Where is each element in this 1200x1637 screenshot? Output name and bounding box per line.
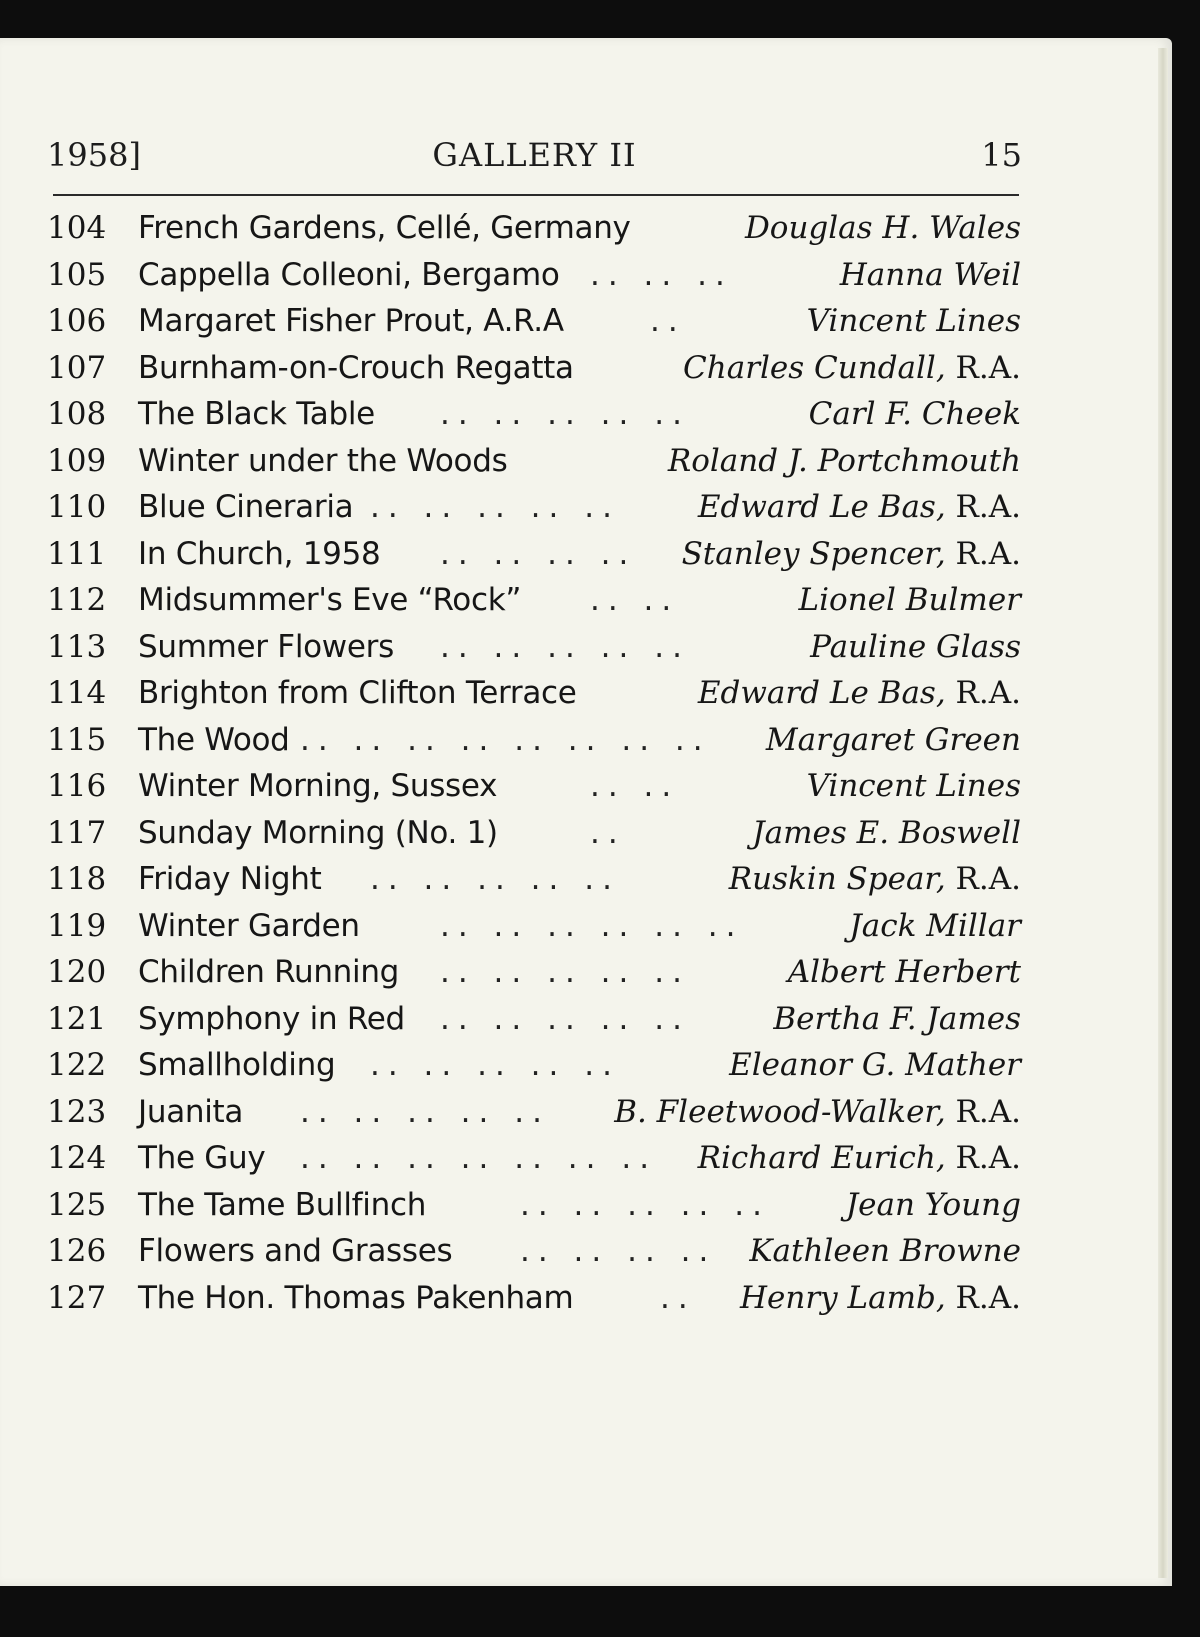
entry-title: Brighton from Clifton Terrace — [138, 675, 577, 711]
entry-artist — [788, 949, 1021, 995]
entry-number: 111 — [47, 535, 107, 572]
artist-name: Jean Young — [845, 1186, 1021, 1223]
artist-name: James E. Boswell — [752, 814, 1021, 851]
entry-number: 114 — [47, 675, 107, 711]
entry-artist — [807, 763, 1021, 809]
artist-name: Eleanor G. Mather — [729, 1047, 1021, 1083]
entry-title: Sunday Morning (No. 1) — [138, 814, 498, 851]
entry-artist — [810, 624, 1021, 670]
dot-leader: .. .. .. .. .. — [440, 396, 690, 432]
entry-number: 104 — [47, 210, 107, 246]
entry-artist — [752, 810, 1021, 856]
dot-leader: .. .. — [590, 768, 680, 804]
catalogue-entry — [0, 391, 1172, 437]
artist-honour: R.A. — [945, 535, 1021, 572]
dot-leader: .. .. .. .. .. .. .. .. — [300, 721, 711, 758]
artist-name: Hanna Weil — [839, 256, 1021, 293]
entry-number: 124 — [47, 1140, 107, 1176]
artist-honour: R.A. — [945, 349, 1021, 386]
entry-artist — [729, 1042, 1021, 1088]
entry-title: Flowers and Grasses — [138, 1233, 453, 1269]
catalogue-entry — [0, 810, 1172, 856]
entry-title: Margaret Fisher Prout, A.R.A — [138, 303, 564, 339]
entry-artist — [698, 484, 1021, 530]
artist-name: Margaret Green — [765, 721, 1021, 758]
entry-artist — [745, 205, 1021, 251]
entry-number: 109 — [47, 442, 107, 479]
header-title: GALLERY II — [432, 136, 637, 174]
entry-artist — [807, 298, 1021, 344]
entry-artist — [846, 1182, 1021, 1228]
entry-artist — [683, 345, 1021, 391]
header-rule — [53, 194, 1019, 196]
entry-number: 116 — [47, 768, 107, 804]
dot-leader: .. .. .. .. — [440, 535, 637, 572]
entry-number: 127 — [47, 1279, 107, 1316]
artist-name: Albert Herbert — [787, 954, 1021, 990]
entry-title: Burnham-on-Crouch Regatta — [138, 349, 574, 386]
dot-leader: .. .. .. .. .. — [520, 1186, 770, 1223]
artist-name: B. Fleetwood-Walker, — [614, 1093, 946, 1130]
artist-name: Edward Le Bas, — [697, 675, 946, 711]
entry-number: 118 — [47, 861, 107, 897]
entry-title: The Hon. Thomas Pakenham — [138, 1279, 574, 1316]
artist-name: Edward Le Bas, — [697, 489, 946, 525]
entry-title: Blue Cineraria — [138, 489, 354, 525]
dot-leader: .. .. .. .. .. .. — [440, 907, 744, 944]
catalogue-entry — [0, 763, 1172, 809]
artist-name: Richard Eurich, — [697, 1140, 946, 1176]
dot-leader: .. .. .. .. .. — [370, 489, 620, 525]
artist-name: Bertha F. James — [773, 1000, 1021, 1037]
running-header — [47, 136, 1022, 180]
dot-leader: .. .. .. .. .. — [440, 628, 690, 665]
catalogue-entry — [0, 856, 1172, 902]
catalogue-entry — [0, 1135, 1172, 1181]
entry-artist — [840, 252, 1021, 298]
entry-title: The Guy — [138, 1140, 266, 1176]
entry-artist — [799, 577, 1021, 623]
dot-leader: .. — [590, 814, 626, 851]
entry-artist — [740, 1275, 1021, 1321]
artist-name: Pauline Glass — [810, 628, 1021, 665]
entry-title: French Gardens, Cellé, Germany — [138, 210, 631, 246]
entry-title: Winter under the Woods — [138, 442, 508, 479]
entry-title: In Church, 1958 — [138, 535, 381, 572]
artist-honour: R.A. — [945, 1093, 1021, 1130]
catalogue-entry — [0, 298, 1172, 344]
entry-number: 119 — [47, 907, 107, 944]
entry-number: 123 — [47, 1093, 107, 1130]
dot-leader: .. .. — [590, 582, 680, 618]
entry-number: 108 — [47, 396, 107, 432]
dot-leader: .. — [660, 1279, 696, 1316]
artist-honour: R.A. — [945, 1279, 1021, 1316]
catalogue-entry — [0, 577, 1172, 623]
catalogue-entry — [0, 1275, 1172, 1321]
entry-number: 112 — [47, 582, 107, 618]
artist-name: Ruskin Spear, — [728, 861, 946, 897]
catalogue-entry — [0, 531, 1172, 577]
entry-title: Winter Morning, Sussex — [138, 768, 498, 804]
artist-honour: R.A. — [945, 675, 1021, 711]
entry-number: 121 — [47, 1000, 107, 1037]
dot-leader: .. .. .. .. .. .. .. — [300, 1140, 658, 1176]
header-year: 1958] — [47, 136, 141, 174]
catalogue-entry — [0, 903, 1172, 949]
artist-name: Roland J. Portchmouth — [667, 442, 1021, 479]
entry-number: 110 — [47, 489, 107, 525]
artist-name: Carl F. Cheek — [808, 396, 1021, 432]
catalogue-entry — [0, 949, 1172, 995]
artist-name: Vincent Lines — [806, 303, 1021, 339]
catalogue-entry — [0, 1182, 1172, 1228]
catalogue-entry — [0, 717, 1172, 763]
catalogue-entry — [0, 1042, 1172, 1088]
entry-artist — [749, 1228, 1021, 1274]
entry-title: The Wood — [138, 721, 290, 758]
dot-leader: .. .. .. .. .. — [370, 861, 620, 897]
entry-number: 113 — [47, 628, 107, 665]
catalogue-entry — [0, 624, 1172, 670]
entry-artist — [809, 391, 1021, 437]
entry-number: 106 — [47, 303, 107, 339]
dot-leader: .. .. .. .. — [520, 1233, 717, 1269]
catalogue-entry — [0, 670, 1172, 716]
entry-artist — [773, 996, 1021, 1042]
artist-honour: R.A. — [945, 489, 1021, 525]
artist-name: Charles Cundall, — [683, 349, 946, 386]
entry-number: 120 — [47, 954, 107, 990]
catalogue-entry — [0, 484, 1172, 530]
artist-name: Stanley Spencer, — [681, 535, 946, 572]
artist-honour: R.A. — [945, 1140, 1021, 1176]
entry-artist — [668, 438, 1021, 484]
entry-artist — [698, 670, 1021, 716]
dot-leader: .. .. .. .. .. — [440, 954, 690, 990]
catalogue-entry — [0, 1228, 1172, 1274]
dot-leader: .. .. .. .. .. — [440, 1000, 690, 1037]
entry-title: Children Running — [138, 954, 400, 990]
entry-artist — [766, 717, 1021, 763]
dot-leader: .. .. .. — [590, 256, 733, 293]
catalogue-entry — [0, 1089, 1172, 1135]
artist-name: Kathleen Browne — [749, 1233, 1021, 1269]
catalogue-entry — [0, 438, 1172, 484]
dot-leader: .. .. .. .. .. — [370, 1047, 620, 1083]
entry-title: Friday Night — [138, 861, 322, 897]
entry-title: Smallholding — [138, 1047, 336, 1083]
entry-title: Midsummer's Eve “Rock” — [138, 582, 522, 618]
entry-number: 122 — [47, 1047, 107, 1083]
entry-title: Summer Flowers — [138, 628, 394, 665]
catalogue-entry — [0, 996, 1172, 1042]
artist-name: Vincent Lines — [806, 768, 1021, 804]
artist-name: Lionel Bulmer — [798, 582, 1021, 618]
catalogue-entry — [0, 252, 1172, 298]
entry-artist — [682, 531, 1021, 577]
entry-title: Cappella Colleoni, Bergamo — [138, 256, 560, 293]
entry-artist — [698, 1135, 1021, 1181]
dot-leader: .. — [650, 303, 686, 339]
entry-number: 117 — [47, 814, 107, 851]
entry-artist — [849, 903, 1021, 949]
artist-name: Jack Millar — [849, 907, 1021, 944]
catalogue-entry — [0, 345, 1172, 391]
entry-title: Juanita — [138, 1093, 244, 1130]
entry-artist — [614, 1089, 1021, 1135]
artist-honour: R.A. — [945, 861, 1021, 897]
page-number: 15 — [981, 136, 1022, 174]
entry-artist — [729, 856, 1021, 902]
artist-name: Henry Lamb, — [740, 1279, 946, 1316]
entry-title: Winter Garden — [138, 907, 360, 944]
entry-title: The Black Table — [138, 396, 375, 432]
entry-title: The Tame Bullfinch — [138, 1186, 427, 1223]
entry-title: Symphony in Red — [138, 1000, 405, 1037]
entry-number: 126 — [47, 1233, 107, 1269]
catalogue-entry — [0, 205, 1172, 251]
entry-number: 105 — [47, 256, 107, 293]
entry-number: 115 — [47, 721, 107, 758]
dot-leader: .. .. .. .. .. — [300, 1093, 550, 1130]
entry-number: 107 — [47, 349, 107, 386]
artist-name: Douglas H. Wales — [744, 210, 1021, 246]
entry-number: 125 — [47, 1186, 107, 1223]
